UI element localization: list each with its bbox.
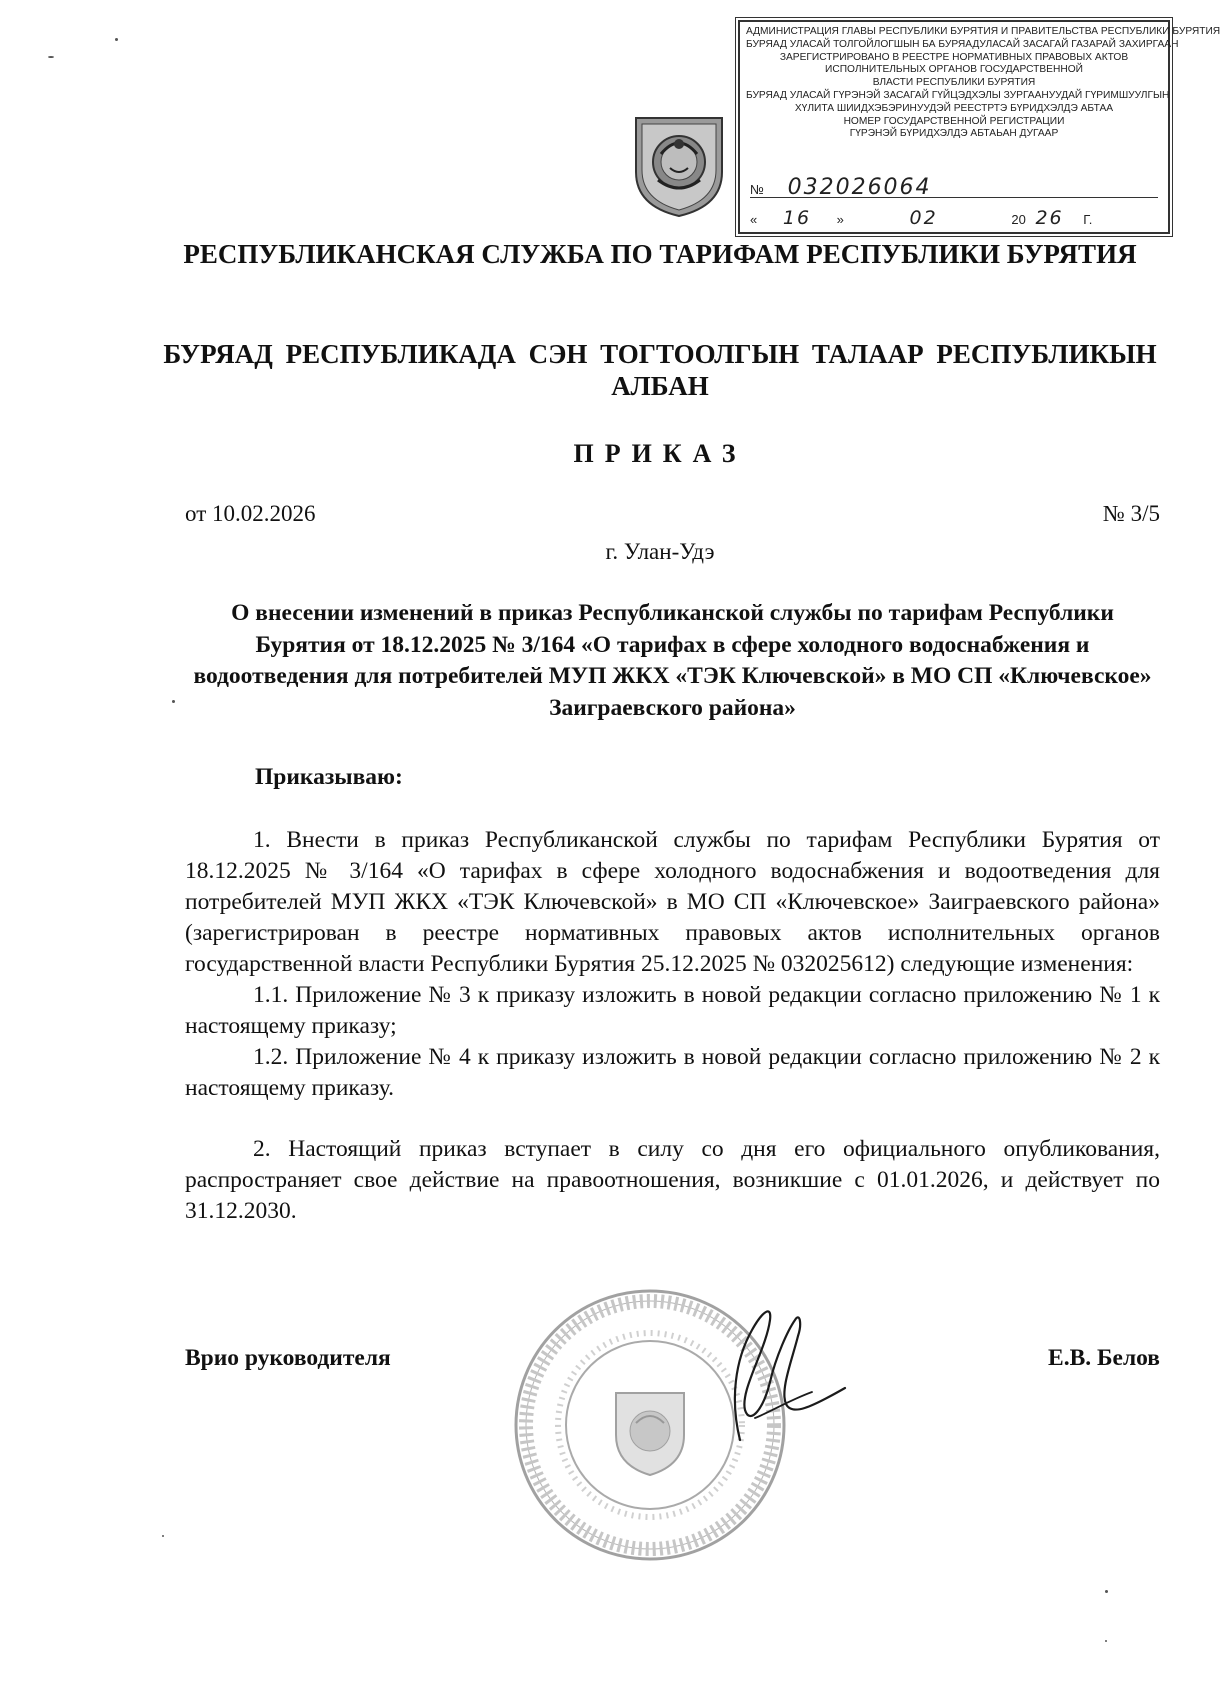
registration-date-day: 16 bbox=[782, 207, 812, 229]
signer-name: Е.В. Белов bbox=[1048, 1345, 1160, 1371]
document-city: г. Улан-Удэ bbox=[605, 539, 715, 564]
registration-date-close-quote: » bbox=[836, 212, 844, 227]
scan-speck bbox=[1105, 1590, 1108, 1593]
registration-stamp bbox=[738, 20, 1220, 234]
registration-date bbox=[750, 207, 1158, 229]
body-paragraph-1-2: 1.2. Приложение № 4 к приказу изложить в новой редакции согласно приложению № 2 к настоящему приказу. bbox=[185, 1044, 1160, 1101]
registration-stamp-line: ХҮЛИТА ШИИДХЭБЭРИНУУДЭЙ РЕЕСТРТЭ БҮРИДХЭЛДЭ АБТАА bbox=[794, 102, 1114, 114]
registration-stamp-line: БУРЯАД УЛАСАЙ ТОЛГОЙЛОГШЫН БА БУРЯАДУЛАСАЙ ЗАСАГАЙ ГАЗАРАЙ ЗАХИРГААН bbox=[746, 38, 1179, 50]
registration-number-value: 032026064 bbox=[787, 175, 932, 200]
document-date: от 10.02.2026 bbox=[185, 501, 316, 526]
handwritten-signature-icon bbox=[700, 1290, 850, 1450]
document-type-title: ПРИКАЗ bbox=[573, 439, 747, 468]
body-paragraph-1: 1. Внести в приказ Республиканской службы по тарифам Республики Бурятия от 18.12.2025 № 3/164 «О тарифах в сфере холодного водоснабжения и водоотведения для потребителей МУП ЖКХ «ТЭК Ключевской» в МО СП «Ключевское» Заиграевского района» (зарегистрирован в реестре нормативных правовых актов исполнительных органов государственной власти Республики Бурятия 25.12.2025 № 032025612) следующие изменения: bbox=[185, 827, 1160, 977]
document-body bbox=[185, 825, 1160, 1227]
registration-stamp-line: БУРЯАД УЛАСАЙ ГҮРЭНЭЙ ЗАСАГАЙ ГҮЙЦЭДХЭЛЫ ЗУРГААНУУДАЙ ГҮРИМШУУЛГЫН bbox=[746, 89, 1170, 101]
scan-speck bbox=[1105, 1640, 1107, 1642]
scan-speck bbox=[48, 56, 54, 58]
registration-stamp-line: ВЛАСТИ РЕСПУБЛИКИ БУРЯТИЯ bbox=[872, 77, 1036, 89]
document-subject: О внесении изменений в приказ Республиканской службы по тарифам Республики Бурятия от 18.12.2025 № 3/164 «О тарифах в сфере холодного водоснабжения и водоотведения для потребителей МУП ЖКХ «ТЭК Ключевской» в МО СП «Ключевское» Заиграевского района» bbox=[193, 600, 1152, 721]
scan-speck bbox=[115, 38, 118, 41]
scan-speck bbox=[172, 700, 175, 703]
registration-date-year-suffix: 26 bbox=[1035, 207, 1064, 229]
registration-date-open-quote: « bbox=[750, 212, 758, 227]
registration-number bbox=[750, 175, 1158, 200]
registration-number-prefix: № bbox=[750, 182, 764, 197]
registration-stamp-line: ЗАРЕГИСТРИРОВАНО В РЕЕСТРЕ НОРМАТИВНЫХ ПРАВОВЫХ АКТОВ bbox=[779, 51, 1129, 63]
registration-date-year-abbrev: Г. bbox=[1083, 212, 1093, 227]
registration-stamp-line: НОМЕР ГОСУДАРСТВЕННОЙ РЕГИСТРАЦИИ bbox=[843, 115, 1065, 127]
registration-stamp-line: ИСПОЛНИТЕЛЬНЫХ ОРГАНОВ ГОСУДАРСТВЕННОЙ bbox=[825, 64, 1083, 76]
body-paragraph-1-1: 1.1. Приложение № 3 к приказу изложить в новой редакции согласно приложению № 1 к настоящему приказу; bbox=[185, 982, 1160, 1039]
scan-speck bbox=[162, 1535, 164, 1537]
registration-stamp-line: АДМИНИСТРАЦИЯ ГЛАВЫ РЕСПУБЛИКИ БУРЯТИЯ И ПРАВИТЕЛЬСТВА РЕСПУБЛИКИ БУРЯТИЯ bbox=[746, 26, 1220, 37]
body-paragraph-2: 2. Настоящий приказ вступает в силу со дня его официального опубликования, распространяет свое действие на правоотношения, возникшие с 01.01.2026, и действует по 31.12.2030. bbox=[185, 1136, 1160, 1224]
registration-date-month: 02 bbox=[909, 207, 938, 229]
registration-date-year-prefix: 20 bbox=[1011, 212, 1026, 227]
orders-word: Приказываю: bbox=[255, 764, 403, 790]
registration-stamp-line: ГҮРЭНЭЙ БҮРИДХЭЛДЭ АБТАЬАН ДУГААР bbox=[849, 128, 1059, 140]
coat-of-arms-icon bbox=[630, 110, 728, 218]
document-number: № 3/5 bbox=[1102, 501, 1160, 526]
agency-name-buryat: БУРЯАД РЕСПУБЛИКАДА СЭН ТОГТООЛГЫН ТАЛААР РЕСПУБЛИКЫН АЛБАН bbox=[163, 339, 1157, 401]
signer-title: Врио руководителя bbox=[185, 1345, 391, 1371]
agency-name-russian: РЕСПУБЛИКАНСКАЯ СЛУЖБА ПО ТАРИФАМ РЕСПУБЛИКИ БУРЯТИЯ bbox=[183, 239, 1137, 269]
